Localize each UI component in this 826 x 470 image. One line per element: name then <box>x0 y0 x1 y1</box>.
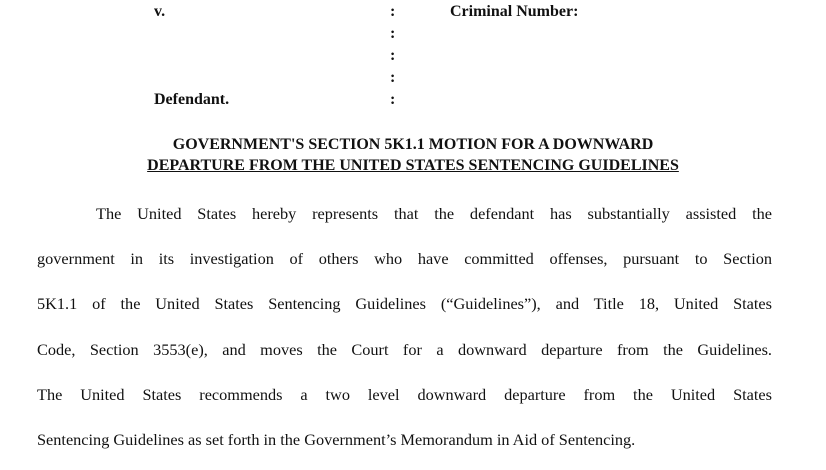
motion-title-line-2 <box>0 157 826 175</box>
body-line: Code, Section 3553(e), and moves the Court for a downward departure from the Guidelines. <box>37 340 772 359</box>
body-line: Sentencing Guidelines as set forth in the Government’s Memorandum in Aid of Sentencing. <box>37 430 636 449</box>
caption-colon: : <box>390 69 396 86</box>
criminal-number-label: Criminal Number: <box>450 3 579 20</box>
defendant-label: Defendant. <box>154 91 230 108</box>
motion-title-text: GOVERNMENT'S SECTION 5K1.1 MOTION FOR A DOWNWARD <box>172 136 654 153</box>
versus-label: v. <box>154 3 166 20</box>
body-line: government in its investigation of others who have committed offenses, pursuant to Section <box>37 249 772 268</box>
caption-colon: : <box>390 3 396 20</box>
caption-colon: : <box>390 25 396 42</box>
body-line: The United States recommends a two level downward departure from the United States <box>37 385 772 404</box>
body-line: 5K1.1 of the United States Sentencing Guidelines (“Guidelines”), and Title 18, United States <box>37 294 772 313</box>
motion-title-text: DEPARTURE FROM THE UNITED STATES SENTENCING GUIDELINES <box>147 157 679 174</box>
body-line: The United States hereby represents that the defendant has substantially assisted the <box>96 204 772 223</box>
caption-colon: : <box>390 91 396 108</box>
motion-title-line-1 <box>0 136 826 154</box>
caption-colon: : <box>390 47 396 64</box>
